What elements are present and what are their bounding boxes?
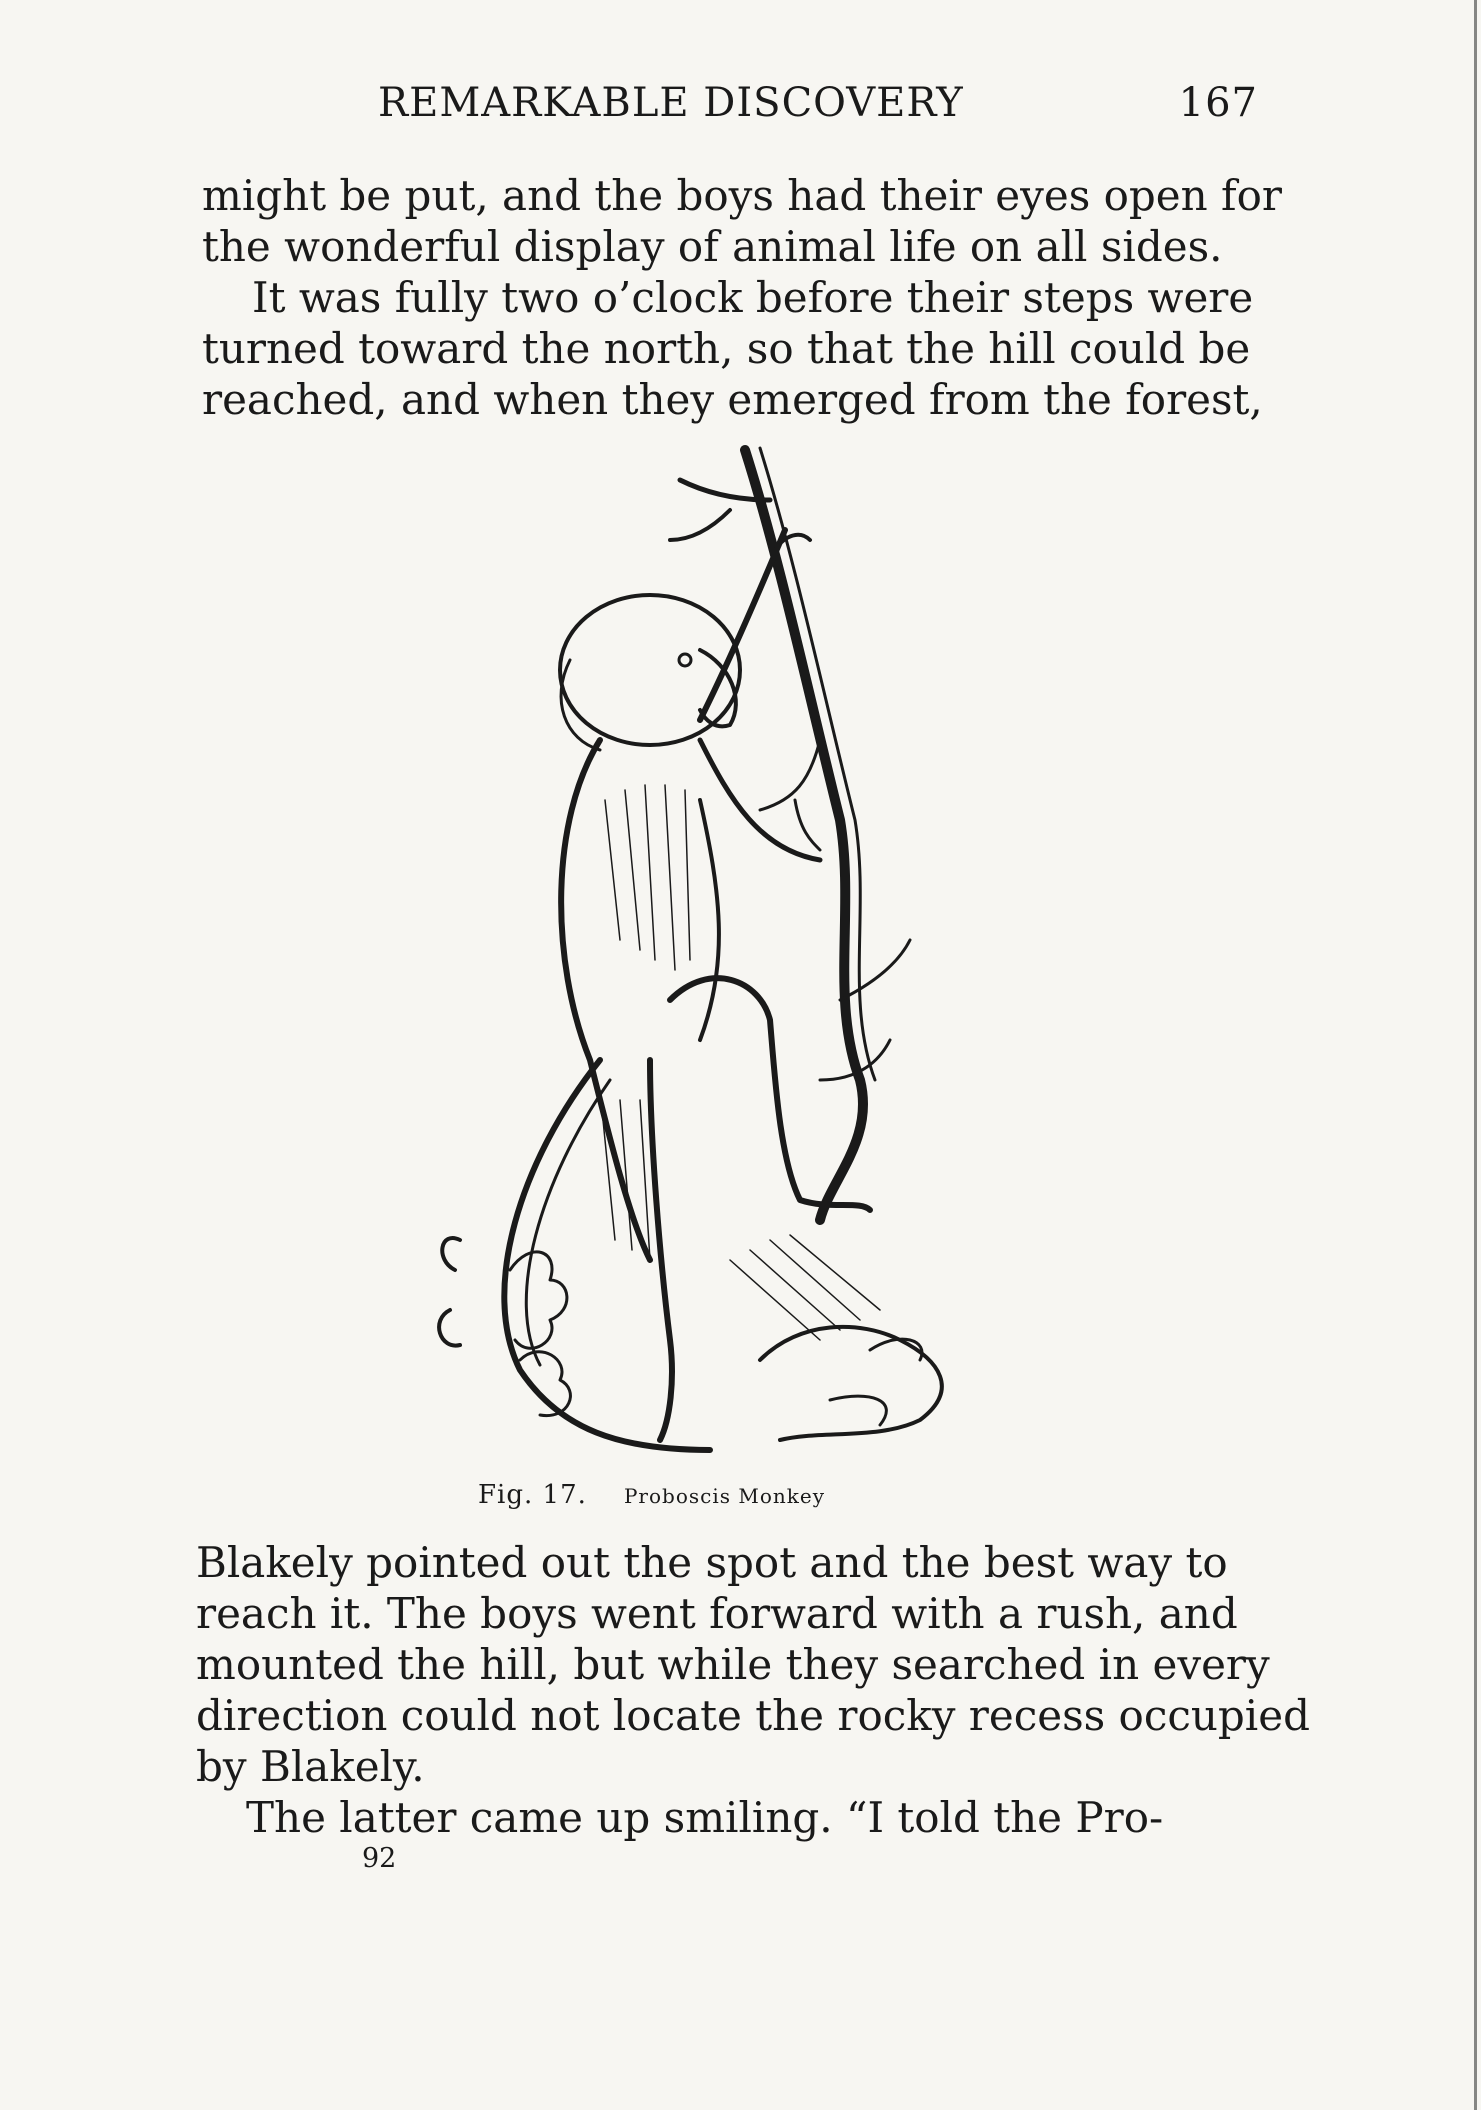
text-line: direction could not locate the rocky recess occupied [196, 1691, 1310, 1740]
text-line: might be put, and the boys had their eyes open for [202, 171, 1282, 220]
running-header [378, 80, 1258, 140]
figure-caption-text: Proboscis Monkey [623, 1484, 825, 1508]
text-line: The latter came up smiling. “I told the Pro- [246, 1793, 1164, 1842]
text-line: reach it. The boys went forward with a rush, and [196, 1589, 1238, 1638]
text-line: Blakely pointed out the spot and the best way to [196, 1538, 1228, 1587]
figure-label: Fig. 17. [478, 1480, 587, 1510]
text-block-bottom [196, 1537, 1310, 1843]
signature-mark: 92 [362, 1843, 397, 1874]
text-line: the wonderful display of animal life on all sides. [202, 222, 1223, 271]
text-block-top [202, 170, 1282, 425]
proboscis-monkey-illustration [400, 440, 1040, 1480]
text-line: turned toward the north, so that the hill could be [202, 324, 1251, 373]
text-line: reached, and when they emerged from the forest, [202, 375, 1263, 424]
text-line: by Blakely. [196, 1742, 425, 1791]
running-title: REMARKABLE DISCOVERY [378, 80, 964, 126]
page-number: 167 [1178, 80, 1258, 126]
text-line: mounted the hill, but while they searched in every [196, 1640, 1270, 1689]
figure-caption [478, 1480, 825, 1510]
page-edge [1474, 0, 1477, 2110]
text-line: It was fully two o’clock before their steps were [252, 273, 1254, 322]
